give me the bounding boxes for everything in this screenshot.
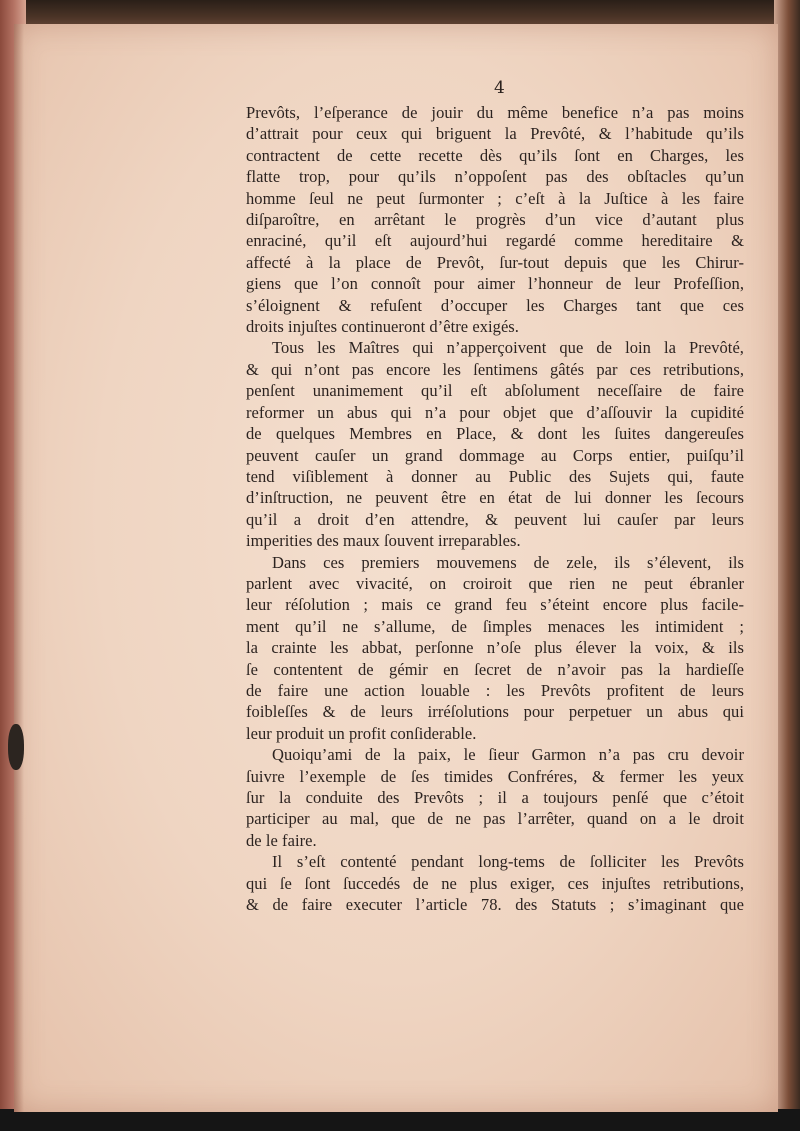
text-line: qu’il a droit d’en attendre, & peuvent lui cauſer par leurs <box>246 509 744 529</box>
page-text <box>246 102 744 915</box>
text-line: de le faire. <box>246 830 317 850</box>
page-gutter-shadow <box>14 24 24 1112</box>
ink-blot <box>8 724 24 770</box>
scan-bottom-border <box>0 1109 800 1131</box>
text-line: Il s’eſt contenté pendant long-tems de ſolliciter les Prevôts <box>272 852 744 872</box>
text-line: foibleſſes & de leurs irréſolutions pour perpetuer un abus qui <box>246 702 744 722</box>
text-line: reformer un abus qui n’a pour objet que d’aſſouvir la cupidité <box>246 402 744 422</box>
paragraph <box>246 552 744 745</box>
text-line: enraciné, qu’il eſt aujourd’hui regardé comme hereditaire & <box>246 231 744 251</box>
text-line: & qui n’ont pas encore les ſentimens gâtés par ces retributions, <box>246 359 744 379</box>
text-line: ment qu’il ne s’allume, de ſimples menaces les intimident ; <box>246 616 744 636</box>
text-line: de quelques Membres en Place, & dont les ſuites dangereuſes <box>246 424 744 444</box>
text-line: Quoiqu’ami de la paix, le ſieur Garmon n’a pas cru devoir <box>272 745 744 765</box>
text-line: affecté à la place de Prevôt, ſur-tout depuis que les Chirur- <box>246 252 744 272</box>
text-line: Tous les Maîtres qui n’apperçoivent que de loin la Prevôté, <box>272 338 744 358</box>
text-line: diſparoître, en arrêtant le progrès d’un vice d’autant plus <box>246 210 744 230</box>
text-line: contractent de cette recette dès qu’ils ſont en Charges, les <box>246 145 744 165</box>
text-line: leur réſolution ; mais ce grand feu s’éteint encore plus facile- <box>246 595 744 615</box>
text-line: qui ſe ſont ſuccedés de ne plus exiger, ces injuſtes retributions, <box>246 873 744 893</box>
page-number: 4 <box>494 78 505 98</box>
paragraph <box>246 337 744 551</box>
text-line: & de faire executer l’article 78. des Statuts ; s’imaginant que <box>246 895 744 915</box>
text-line: ſuivre l’exemple de ſes timides Confréres, & fermer les yeux <box>246 766 744 786</box>
paragraph <box>246 851 744 915</box>
text-line: d’attrait pour ceux qui briguent la Prevôté, & l’habitude qu’ils <box>246 124 744 144</box>
text-line: s’éloignent & refuſent d’occuper les Charges tant que ces <box>246 295 744 315</box>
text-line: penſent unanimement qu’il eſt abſolument neceſſaire de faire <box>246 381 744 401</box>
text-line: ſur la conduite des Prevôts ; il a toujours penſé que c’étoit <box>246 788 744 807</box>
text-line: Prevôts, l’eſperance de jouir du même benefice n’a pas moins <box>246 103 744 122</box>
text-line: imperities des maux ſouvent irreparables. <box>246 531 521 551</box>
text-line: de faire une action louable : les Prevôts profitent de leurs <box>246 680 744 700</box>
text-line: la crainte les abbat, perſonne n’oſe plus élever la voix, & ils <box>246 638 744 658</box>
paragraph <box>246 744 744 851</box>
text-line: parlent avec vivacité, on croiroit que rien ne peut ébranler <box>246 573 744 593</box>
text-line: giens que l’on connoît pour aimer l’honneur de leur Profeſſion, <box>246 274 744 294</box>
paragraph <box>246 102 744 337</box>
text-line: flatte trop, pour qu’ils n’oppoſent pas des obſtacles qu’un <box>246 167 744 187</box>
text-line: leur produit un profit conſiderable. <box>246 723 477 743</box>
text-line: droits injuſtes continueront d’être exigés. <box>246 317 519 337</box>
text-line: d’inſtruction, ne peuvent être en état de lui donner les ſecours <box>246 488 744 508</box>
text-line: peuvent cauſer un grand dommage au Corps entier, puiſqu’il <box>246 445 744 465</box>
text-line: participer au mal, que de ne pas l’arrêter, quand on a le droit <box>246 809 744 829</box>
text-line: tend viſiblement à donner au Public des Sujets qui, faute <box>246 466 744 486</box>
text-line: homme ſeul ne peut ſurmonter ; c’eſt à la Juſtice à les faire <box>246 188 744 208</box>
page-sheet <box>14 24 778 1112</box>
text-line: ſe contentent de gémir en ſecret de n’avoir pas la hardieſſe <box>246 659 744 679</box>
text-line: Dans ces premiers mouvemens de zele, ils s’élevent, ils <box>272 552 744 572</box>
